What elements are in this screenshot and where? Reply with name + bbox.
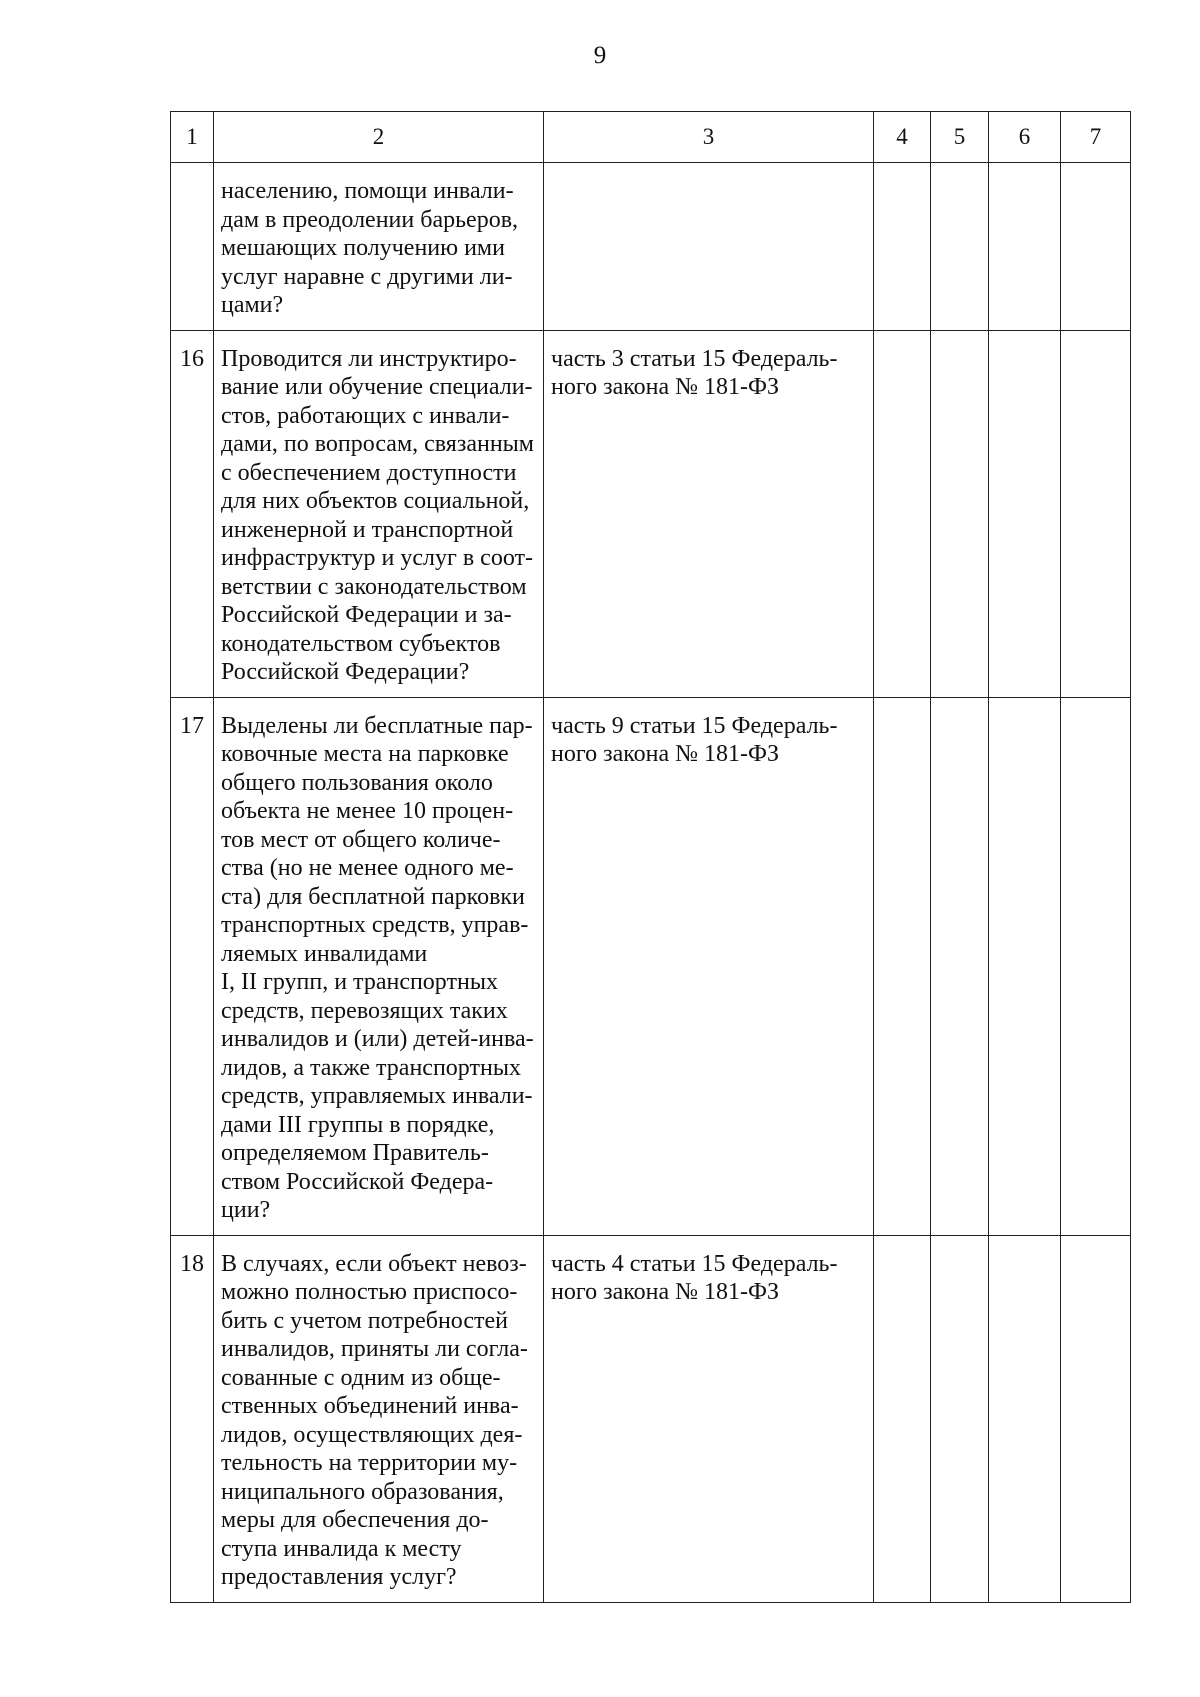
column-header-6: 6	[989, 112, 1061, 163]
checklist-table	[170, 111, 1131, 1603]
question-line: средств, управляемых инвали-	[221, 1083, 533, 1109]
empty-cell	[874, 163, 931, 331]
reference-cell	[544, 163, 874, 331]
empty-cell	[931, 330, 989, 697]
table-row	[171, 1235, 1131, 1602]
question-cell	[214, 163, 544, 331]
question-line: I, II групп, и транспортных	[221, 969, 498, 995]
question-line: предоставления услуг?	[221, 1564, 457, 1590]
question-line: Выделены ли бесплатные пар-	[221, 712, 533, 739]
page-number: 9	[593, 42, 607, 69]
question-line: тельность на территории му-	[221, 1450, 518, 1476]
question-line: вание или обучение специали-	[221, 374, 533, 400]
question-line: услуг наравне с другими ли-	[221, 263, 513, 290]
question-line: ственных объединений инва-	[221, 1393, 519, 1419]
question-cell	[214, 1235, 544, 1602]
question-line: дам в преодолении барьеров,	[221, 206, 519, 233]
question-cell	[214, 330, 544, 697]
question-line: В случаях, если объект невоз-	[221, 1250, 527, 1277]
reference-cell	[544, 330, 874, 697]
column-header-2: 2	[214, 112, 544, 163]
question-line: цами?	[221, 292, 284, 318]
question-line: стов, работающих с инвали-	[221, 402, 510, 429]
question-line: средств, перевозящих таких	[221, 997, 508, 1024]
empty-cell	[989, 330, 1061, 697]
question-cell	[214, 697, 544, 1235]
question-line: общего пользования около	[221, 769, 493, 796]
table-header-row	[171, 112, 1131, 163]
question-line: можно полностью приспосо-	[221, 1279, 518, 1305]
question-line: ветствии с законодательством	[221, 573, 527, 600]
column-header-5: 5	[931, 112, 989, 163]
question-line: ступа инвалида к месту	[221, 1535, 462, 1562]
reference-cell	[544, 1235, 874, 1602]
empty-cell	[989, 697, 1061, 1235]
empty-cell	[874, 1235, 931, 1602]
question-line: населению, помощи инвали-	[221, 178, 514, 204]
column-header-4: 4	[874, 112, 931, 163]
question-line: конодательством субъектов	[221, 630, 501, 657]
question-line: ством Российской Федера-	[221, 1168, 494, 1195]
question-line: для них объектов социальной,	[221, 488, 530, 514]
question-line: инвалидов, приняты ли согла-	[221, 1336, 528, 1362]
question-line: мешающих получению ими	[221, 235, 505, 261]
question-line: дами, по вопросам, связанным	[221, 431, 534, 457]
reference-line: ного закона № 181-ФЗ	[551, 1279, 780, 1305]
row-number: 17	[171, 697, 214, 1235]
question-line: Российской Федерации?	[221, 659, 470, 685]
question-line: ляемых инвалидами	[221, 940, 428, 967]
reference-cell	[544, 697, 874, 1235]
question-line: Проводится ли инструктиро-	[221, 345, 517, 372]
reference-line: часть 9 статьи 15 Федераль-	[551, 712, 838, 739]
question-line: ниципального образования,	[221, 1478, 504, 1505]
row-number	[171, 163, 214, 331]
row-number: 18	[171, 1235, 214, 1602]
empty-cell	[1061, 1235, 1131, 1602]
question-line: определяемом Правитель-	[221, 1140, 489, 1166]
question-line: инвалидов и (или) детей-инва-	[221, 1026, 534, 1052]
question-line: ковочные места на парковке	[221, 741, 509, 767]
empty-cell	[874, 330, 931, 697]
reference-line: ного закона № 181-ФЗ	[551, 374, 780, 400]
empty-cell	[931, 1235, 989, 1602]
empty-cell	[989, 1235, 1061, 1602]
question-line: Российской Федерации и за-	[221, 602, 512, 628]
empty-cell	[1061, 697, 1131, 1235]
column-header-7: 7	[1061, 112, 1131, 163]
reference-line: часть 3 статьи 15 Федераль-	[551, 345, 838, 372]
question-line: бить с учетом потребностей	[221, 1307, 509, 1334]
question-line: ства (но не менее одного ме-	[221, 855, 514, 881]
question-line: лидов, а также транспортных	[221, 1054, 521, 1081]
question-line: инженерной и транспортной	[221, 516, 514, 543]
table-row	[171, 330, 1131, 697]
reference-line: ного закона № 181-ФЗ	[551, 741, 780, 767]
reference-line: часть 4 статьи 15 Федераль-	[551, 1250, 838, 1277]
question-line: с обеспечением доступности	[221, 459, 517, 486]
table-row	[171, 163, 1131, 331]
column-header-1: 1	[171, 112, 214, 163]
table-row	[171, 697, 1131, 1235]
question-line: инфраструктур и услуг в соот-	[221, 545, 533, 571]
row-number: 16	[171, 330, 214, 697]
column-header-3: 3	[544, 112, 874, 163]
question-line: лидов, осуществляющих дея-	[221, 1421, 523, 1448]
question-line: ции?	[221, 1197, 271, 1223]
empty-cell	[1061, 330, 1131, 697]
empty-cell	[931, 163, 989, 331]
question-line: тов мест от общего количе-	[221, 826, 501, 853]
question-line: меры для обеспечения до-	[221, 1507, 489, 1533]
question-line: транспортных средств, управ-	[221, 912, 529, 938]
question-line: дами III группы в порядке,	[221, 1111, 495, 1138]
empty-cell	[1061, 163, 1131, 331]
question-line: сованные с одним из обще-	[221, 1364, 501, 1391]
empty-cell	[931, 697, 989, 1235]
empty-cell	[989, 163, 1061, 331]
question-line: ста) для бесплатной парковки	[221, 883, 525, 910]
question-line: объекта не менее 10 процен-	[221, 798, 514, 824]
empty-cell	[874, 697, 931, 1235]
